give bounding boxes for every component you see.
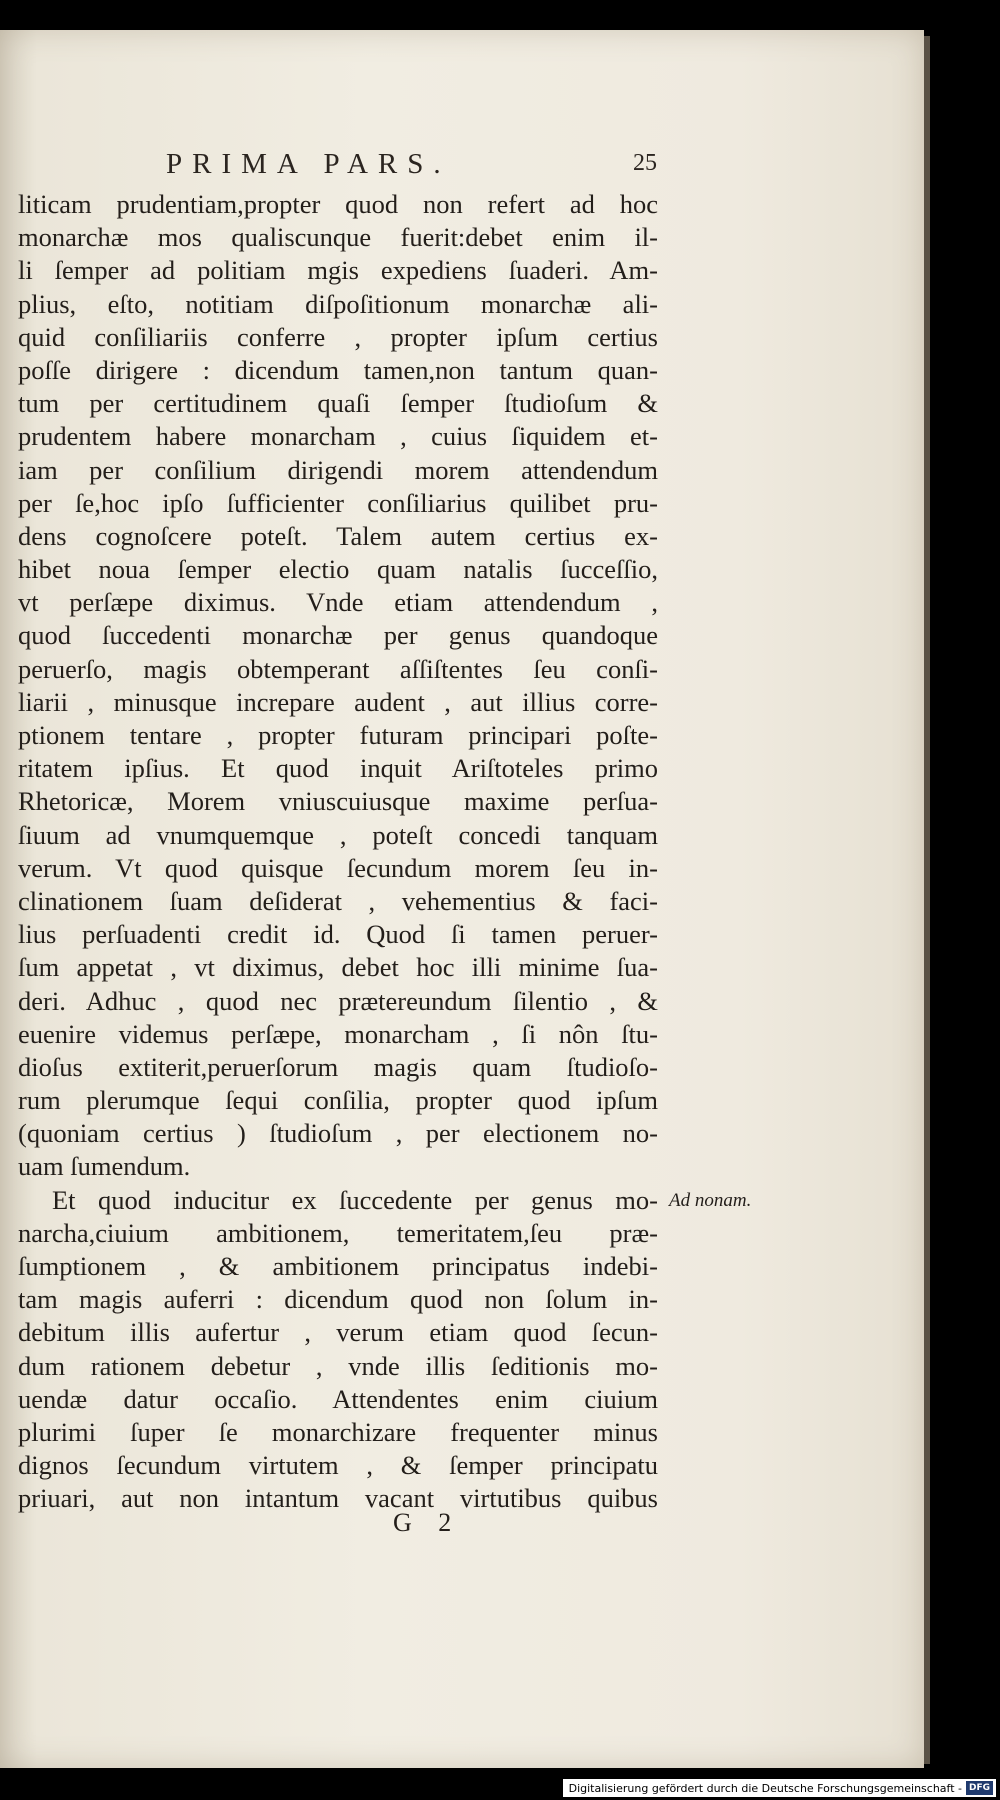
text-line: iam per conſilium dirigendi morem attendendum	[18, 454, 658, 485]
text-line: dum rationem debetur , vnde illis ſeditionis mo-	[18, 1350, 658, 1381]
text-line: plius, eſto, notitiam diſpoſitionum monarchæ ali-	[18, 288, 658, 319]
credit-text: Digitalisierung gefördert durch die Deutsche Forschungsgemeinschaft -	[568, 1781, 962, 1795]
text-line: debitum illis aufertur , verum etiam quod ſecun-	[18, 1317, 658, 1348]
text-line: ſumptionem , & ambitionem principatus indebi-	[18, 1251, 658, 1281]
text-line: vt perſæpe diximus. Vnde etiam attendendum ,	[18, 587, 658, 618]
text-line: verum. Vt quod quisque ſecundum morem ſeu in-	[18, 852, 658, 883]
text-line: priuari, aut non intantum vacant virtutibus quibus	[18, 1483, 658, 1514]
text-line: narcha,ciuium ambitionem, temeritatem,ſeu præ-	[18, 1217, 658, 1248]
text-line: quid conſiliariis conferre , propter ipſum certius	[18, 321, 658, 352]
text-line: lius perſuadenti credit id. Quod ſi tamen peruer-	[18, 919, 658, 950]
text-line: liarii , minusque increpare audent , aut illius corre-	[18, 686, 658, 717]
text-line: monarchæ mos qualiscunque fuerit:debet enim il-	[18, 222, 658, 253]
dfg-logo-icon: DFG	[966, 1781, 993, 1795]
text-line: ſum appetat , vt diximus, debet hoc illi minime ſua-	[18, 952, 658, 983]
running-head: PRIMA PARS.	[166, 148, 451, 180]
text-line: li ſemper ad politiam mgis expediens ſuaderi. Am-	[18, 255, 658, 286]
text-line: tam magis auferri : dicendum quod non ſolum in-	[18, 1284, 658, 1315]
text-line: per ſe,hoc ipſo ſufficienter conſiliarius quilibet pru-	[18, 487, 658, 518]
text-line: dioſus extiterit,peruerſorum magis quam ſtudioſo-	[18, 1051, 658, 1082]
text-line: prudentem habere monarcham , cuius ſiquidem et-	[18, 421, 658, 452]
text-line: peruerſo, magis obtemperant aſſiſtentes ſeu conſi-	[18, 653, 658, 684]
page-edge-shadow	[924, 36, 930, 1764]
text-line: euenire videmus perſæpe, monarcham , ſi nôn ſtu-	[18, 1018, 658, 1049]
digitization-credit	[563, 1779, 996, 1797]
text-line: liticam prudentiam,propter quod non refert ad hoc	[18, 189, 658, 219]
page-number: 25	[633, 150, 657, 176]
text-line: dens cognoſcere poteſt. Talem autem certius ex-	[18, 520, 658, 551]
signature-mark: G 2	[393, 1508, 462, 1537]
text-line: tum per certitudinem quaſi ſemper ſtudioſum &	[18, 388, 658, 419]
text-line: ſiuum ad vnumquemque , poteſt concedi tanquam	[18, 819, 658, 850]
text-line: quod ſuccedenti monarchæ per genus quandoque	[18, 620, 658, 651]
marginal-note: Ad nonam.	[669, 1190, 752, 1211]
text-line: uam ſumendum.	[18, 1151, 191, 1182]
text-line: hibet noua ſemper electio quam natalis ſucceſſio,	[18, 554, 658, 585]
text-line: ptionem tentare , propter futuram principari poſte-	[18, 720, 658, 750]
text-line: deri. Adhuc , quod nec prætereundum ſilentio , &	[18, 985, 658, 1016]
body-text	[18, 188, 658, 1516]
text-line: rum plerumque ſequi conſilia, propter quod ipſum	[18, 1085, 658, 1116]
text-line: poſſe dirigere : dicendum tamen,non tantum quan-	[18, 354, 658, 385]
text-line: clinationem ſuam deſiderat , vehementius & faci-	[18, 885, 658, 916]
text-line: (quoniam certius ) ſtudioſum , per electionem no-	[18, 1118, 658, 1149]
text-line: uendæ datur occaſio. Attendentes enim ciuium	[18, 1383, 658, 1414]
text-line: ritatem ipſius. Et quod inquit Ariſtoteles primo	[18, 753, 658, 784]
text-line: Et quod inducitur ex ſuccedente per genus mo-	[52, 1184, 658, 1215]
text-line: Rhetoricæ, Morem vniuscuiusque maxime perſua-	[18, 786, 658, 817]
text-line: dignos ſecundum virtutem , & ſemper principatu	[18, 1450, 658, 1481]
text-line: plurimi ſuper ſe monarchizare frequenter minus	[18, 1416, 658, 1447]
